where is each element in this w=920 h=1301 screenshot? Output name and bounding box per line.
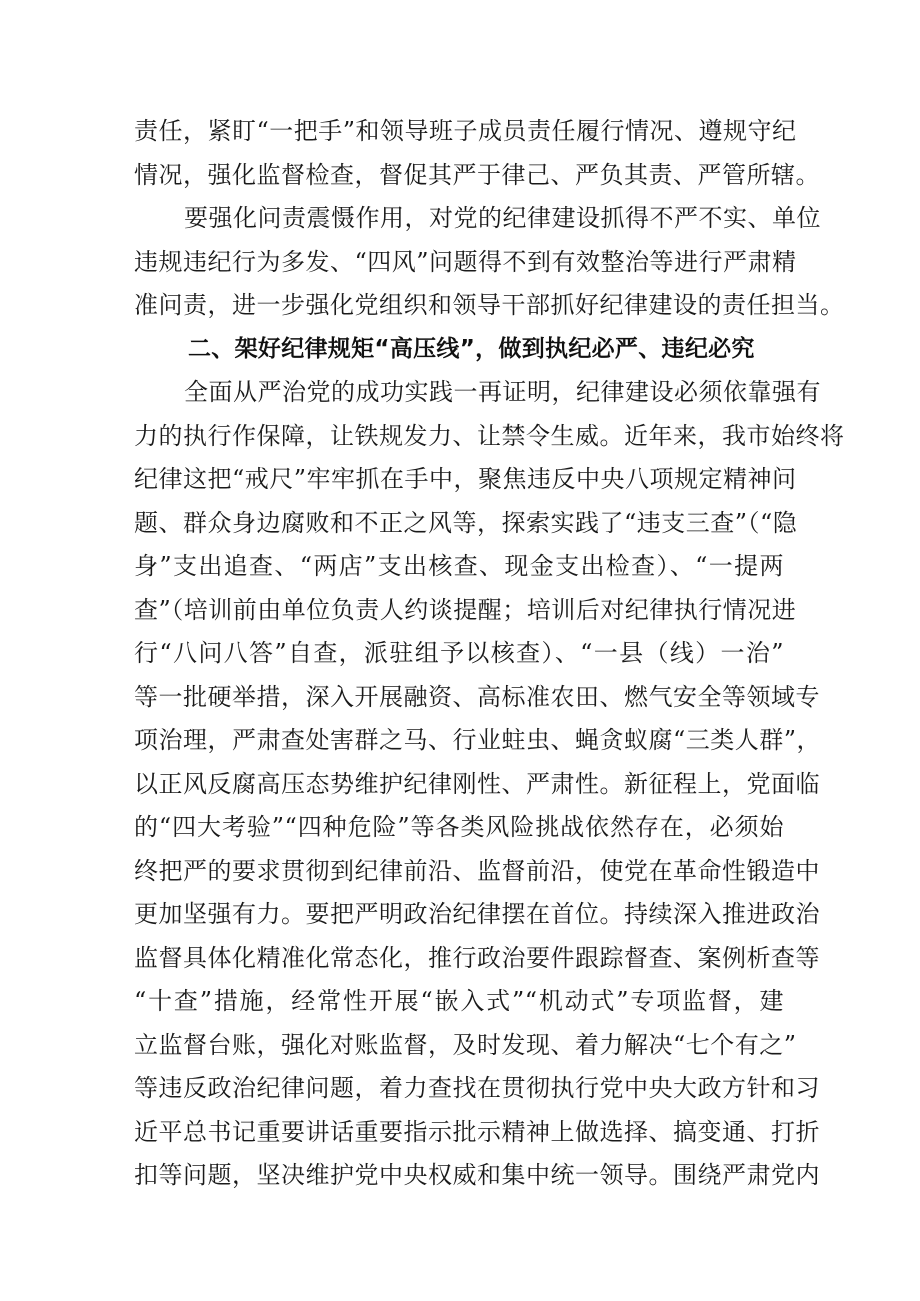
body-text-line: 更加坚强有力。要把严明政治纪律摆在首位。持续深入推进政治 [134,900,820,928]
body-text-line: 等一批硬举措，深入开展融资、高标准农田、燃气安全等领域专 [134,682,820,711]
document-body [134,110,845,1198]
body-text-line: “十查”措施，经常性开展“嵌入式”“机动式”专项监督，建 [134,987,784,1015]
body-text-line: 全面从严治党的成功实践一再证明，纪律建设必须依靠强有 [184,378,821,406]
body-text-line: 终把严的要求贯彻到纪律前沿、监督前沿，使党在革命性锻造中 [134,856,820,885]
body-text-line: 力的执行作保障，让铁规发力、让禁令生威。近年来，我市始终将 [134,421,845,450]
body-text-line: 题、群众身边腐败和不正之风等，探索实践了“违支三查”（“隐 [134,508,798,537]
body-text-line: 责任，紧盯“一把手”和领导班子成员责任履行情况、遵规守纪 [134,117,797,145]
body-text-line: 扣等问题，坚决维护党中央权威和集中统一领导。围绕严肃党内 [134,1161,820,1189]
body-text-line: 行“八问八答”自查，派驻组予以核查）、“一县（线）一治” [134,639,784,667]
body-text-line: 以正风反腐高压态势维护纪律刚性、严肃性。新征程上，党面临 [134,769,820,798]
body-text-line: 的“四大考验”“四种危险”等各类风险挑战依然存在，必须始 [134,813,784,841]
body-text-line: 近平总书记重要讲话重要指示批示精神上做选择、搞变通、打折 [134,1117,820,1146]
body-text-line: 违规违纪行为多发、“四风”问题得不到有效整治等进行严肃精 [134,247,797,276]
body-text-line: 情况，强化监督检查，督促其严于律己、严负其责、严管所辖。 [134,160,820,189]
section-heading: 二、架好纪律规矩“高压线”，做到执纪必严、违纪必究 [188,335,755,362]
body-text-line: 纪律这把“戒尺”牢牢抓在手中，聚焦违反中央八项规定精神问 [134,465,797,493]
body-text-line: 准问责，进一步强化党组织和领导干部抓好纪律建设的责任担当。 [134,291,845,319]
body-text-line: 项治理，严肃查处害群之马、行业蛀虫、蝇贪蚁腐“三类人群”， [134,726,822,754]
body-text-line: 监督具体化精准化常态化，推行政治要件跟踪督查、案例析查等 [134,943,820,972]
body-text-line: 查”（培训前由单位负责人约谈提醒；培训后对纪律执行情况进 [134,595,797,624]
body-text-line: 身”支出追查、“两店”支出核查、现金支出检查）、“一提两 [134,552,784,580]
body-text-line: 要强化问责震慑作用，对党的纪律建设抓得不严不实、单位 [184,204,821,232]
body-text-line: 立监督台账，强化对账监督，及时发现、着力解决“七个有之” [134,1030,797,1059]
body-text-line: 等违反政治纪律问题，着力查找在贯彻执行党中央大政方针和习 [134,1074,820,1102]
